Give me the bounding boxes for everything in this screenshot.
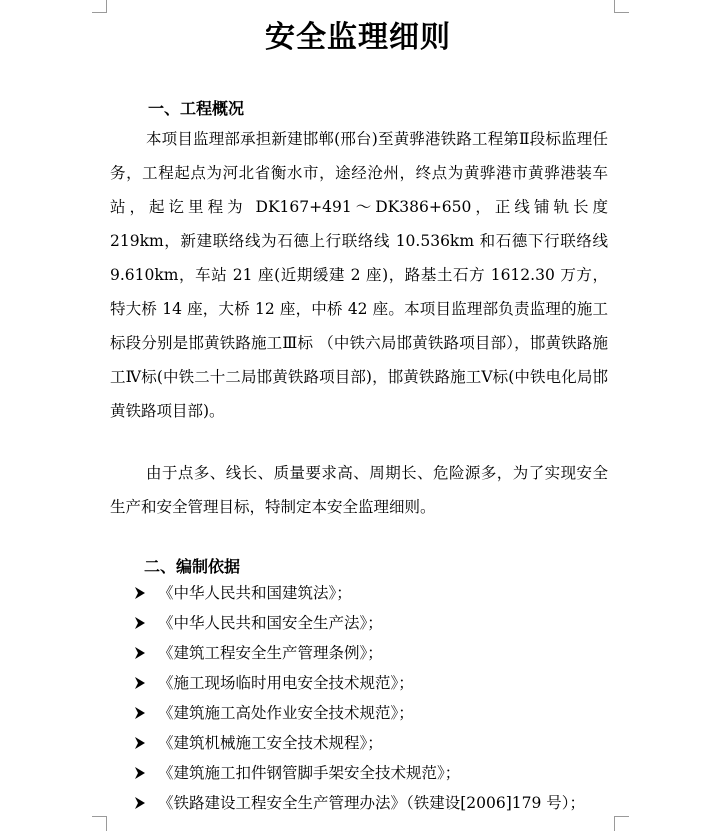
list-item xyxy=(0,668,716,698)
list-item-text: 《建筑机械施工安全技术规程》； xyxy=(158,734,383,752)
list-item-text: 《中华人民共和国安全生产法》； xyxy=(158,614,383,632)
list-item-text: 《铁路建设工程安全生产管理办法》（铁建设[2006]179 号）； xyxy=(158,794,586,812)
arrow-bullet-icon xyxy=(134,737,146,749)
arrow-bullet-icon xyxy=(134,677,146,689)
arrow-bullet-icon xyxy=(134,707,146,719)
list-item-text: 《施工现场临时用电安全技术规范》； xyxy=(158,674,414,692)
list-item xyxy=(0,698,716,728)
list-item xyxy=(0,608,716,638)
page-corner-mark xyxy=(614,816,629,831)
arrow-bullet-icon xyxy=(134,767,146,779)
list-item-text: 《建筑施工高处作业安全技术规范》； xyxy=(158,704,414,722)
list-item-text: 《建筑施工扣件钢管脚手架安全技术规范》； xyxy=(158,764,461,782)
section-heading-basis: 二、编制依据 xyxy=(144,557,241,576)
list-item xyxy=(0,578,716,608)
list-item-text: 《建筑工程安全生产管理条例》； xyxy=(158,644,383,662)
document-title: 安全监理细则 xyxy=(265,20,451,55)
list-item xyxy=(0,758,716,788)
list-item xyxy=(0,638,716,668)
list-item xyxy=(0,728,716,758)
page-corner-mark xyxy=(92,816,107,831)
section-heading-overview: 一、工程概况 xyxy=(148,99,245,118)
arrow-bullet-icon xyxy=(134,797,146,809)
arrow-bullet-icon xyxy=(134,617,146,629)
list-item xyxy=(0,788,716,818)
list-item-text: 《中华人民共和国建筑法》； xyxy=(158,584,352,602)
arrow-bullet-icon xyxy=(134,647,146,659)
purpose-paragraph: 由于点多、线长、质量要求高、周期长、危险源多，为了实现安全生产和安全管理目标，特制定本安全监理细则。 xyxy=(110,464,608,516)
overview-paragraph: 本项目监理部承担新建邯郸(邢台)至黄骅港铁路工程第Ⅱ段标监理任务，工程起点为河北省衡水市，途经沧州，终点为黄骅港市黄骅港装车站，起讫里程为 DK167+491～DK386+650，正线铺轨长度219km，新建联络线为石德上行联络线 10.536km 和石德下行联络线9.610km，车站 21 座(近期缓建 2 座)，路基土石方 1612.30 万方，特大桥 14 座，大桥 12 座，中桥 42 座。本项目监理部负责监理的施工标段分别是邯黄铁路施工Ⅲ标 （中铁六局邯黄铁路项目部），邯黄铁路施工Ⅳ标(中铁二十二局邯黄铁路项目部)，邯黄铁路施工Ⅴ标(中铁电化局邯黄铁路项目部)。 xyxy=(110,130,608,420)
basis-list xyxy=(0,578,716,818)
arrow-bullet-icon xyxy=(134,587,146,599)
